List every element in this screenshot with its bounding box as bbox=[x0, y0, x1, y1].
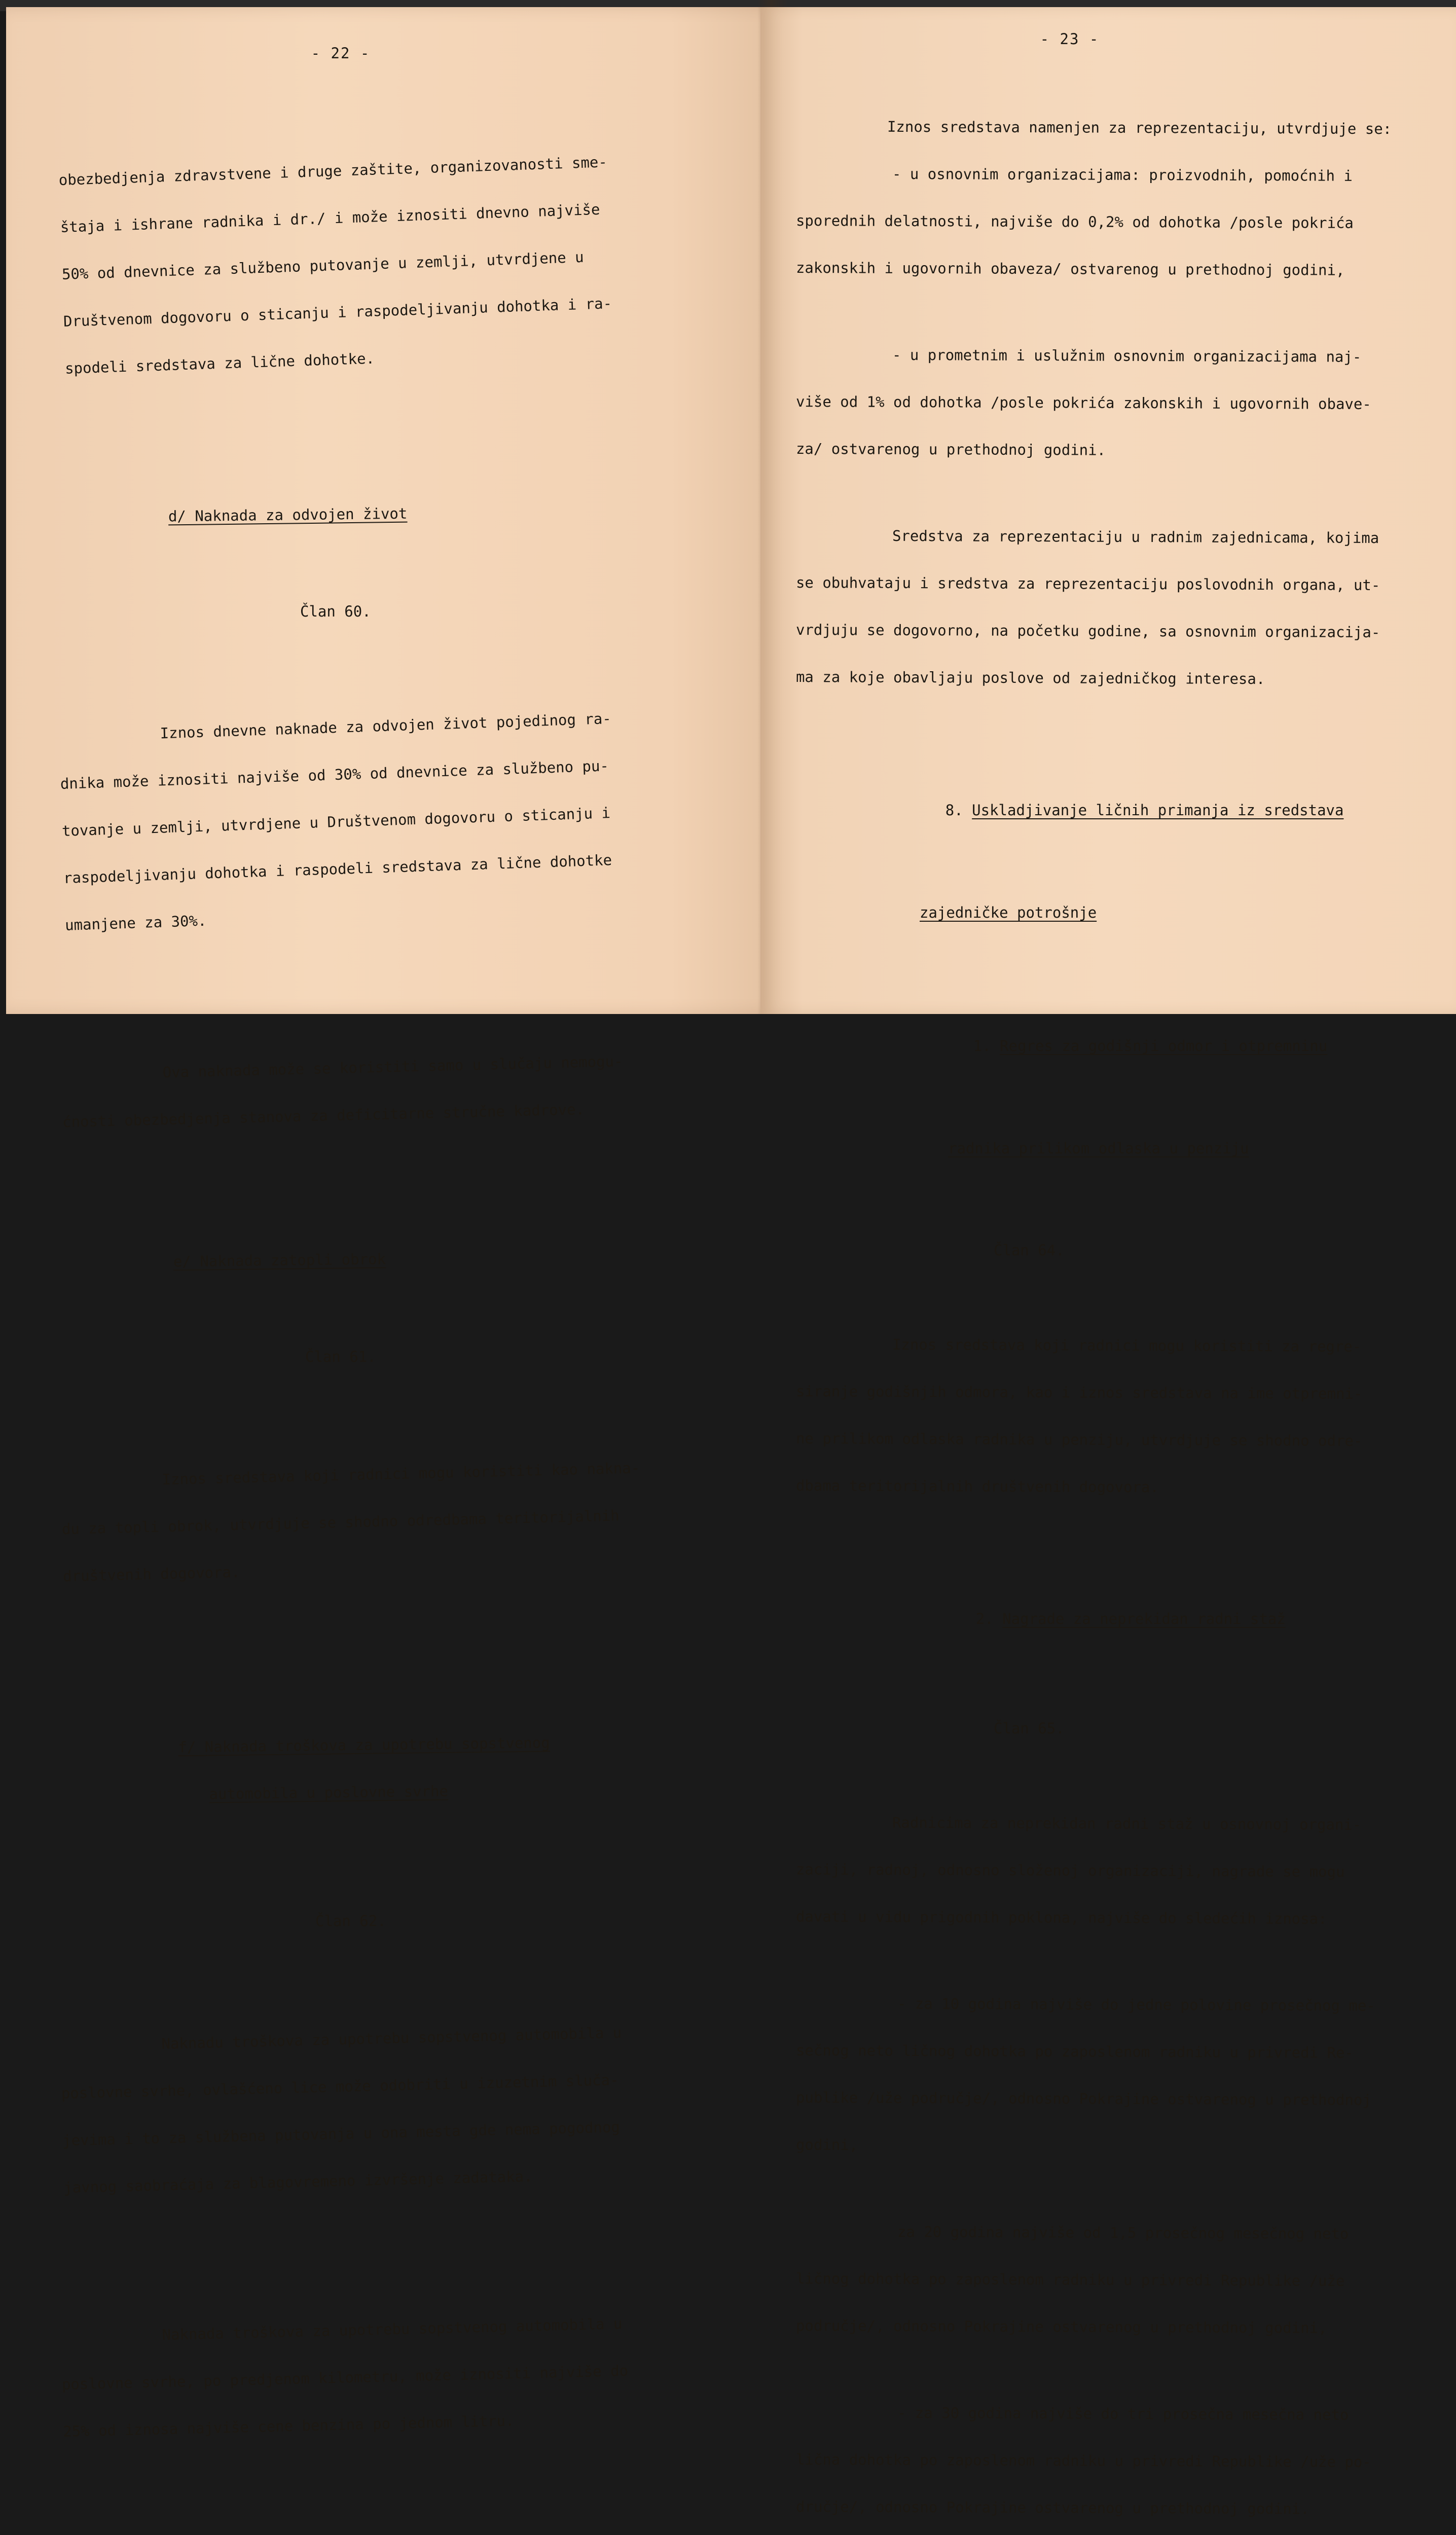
text-line: raspodeljivanju dohotka i raspodeli sredstava za lične dohotke bbox=[63, 851, 612, 887]
text-line: godini, bbox=[795, 2136, 858, 2154]
text-line: 50% od dnevnice za službeno putovanje u zemlji, utvrdjene u bbox=[61, 248, 585, 283]
text-line: Naknadu troškova za upotrebu sopstvenog automobila u bbox=[161, 2023, 622, 2053]
text-line: Ova naknada može se koristiti samo u slučaju nemogu- bbox=[162, 1052, 623, 1081]
text-line: poslovne svrhe, po predjenom kilometru, može iznositi najviše do bbox=[61, 2362, 629, 2393]
text-line: siranje godišnjih odmora, kao i iznos sredstava na ime otpremni- bbox=[795, 1383, 1363, 1402]
text-line: 25% od iznosa najviše cene benzina po jednom litru. bbox=[62, 2412, 515, 2440]
text-line: zakonskih i ugovornih obaveza/ ostvarenog u prethodnoj godini, bbox=[795, 259, 1345, 279]
page-23 bbox=[760, 7, 1456, 2518]
section-heading-block bbox=[796, 787, 1445, 834]
text-line: - u osnovnim organizacijama: proizvodnih, pomoćnih i bbox=[892, 165, 1353, 185]
text-line: dnika može iznositi najviše od 30% od dnevnice za službeno pu- bbox=[60, 757, 609, 793]
subsection-heading-block bbox=[796, 1023, 1445, 1070]
subsection-heading-block bbox=[796, 1596, 1445, 1643]
page-number: - 23 - bbox=[1040, 30, 1100, 48]
text-line: tovanje u zemlji, utvrdjene u Društvenom dogovoru o sticanju i bbox=[61, 804, 611, 840]
article-number: Član 61. bbox=[305, 1348, 376, 1365]
text-line: jevima i to za službena putovanja u ona mesta gde nema pogodnog bbox=[62, 2118, 621, 2149]
page-22 bbox=[6, 7, 787, 2440]
text-line: sečnog neto ličnog dohotka po zaposlenom radniku u privredi Re- bbox=[795, 2042, 1354, 2061]
text-line: se obuhvataju i sredstva za reprezentaciju poslovodnih organa, ut- bbox=[795, 574, 1380, 594]
article-number: Član 62. bbox=[315, 1912, 386, 1930]
section-heading: f/ Naknada troškova za upotrebu sopstvenog bbox=[178, 1734, 550, 1756]
text-line: dručje/, odnosno Pokrajine ostvarenog u prethodnoj godini. bbox=[795, 2498, 1309, 2518]
article-number: Član 65. bbox=[994, 1720, 1065, 1737]
text-line: za/ ostvarenog u prethodnoj godini. bbox=[795, 440, 1106, 459]
page-23-content bbox=[795, 30, 1445, 2535]
article-number: Član 64. bbox=[994, 1242, 1065, 1259]
text-line: društvenih dogovora. bbox=[62, 1563, 240, 1585]
text-line: davati u vidu prigodnih poklona, najviše do sledećih iznosa: bbox=[795, 1908, 1327, 1928]
section-heading: d/ Naknada za odvojen život bbox=[168, 504, 408, 525]
text-line: obezbedjenja zdravstvene i druge zaštite, organizovanosti sme- bbox=[58, 153, 608, 189]
paragraph bbox=[60, 2282, 743, 2471]
text-line: publike /uže područje/, odnosno Pokrajine ostvarenog u prethodnoj bbox=[795, 2089, 1371, 2109]
text-line: Iznos sredstava koji radnici mogu koristiti kao nakna- bbox=[162, 1459, 640, 1489]
paragraph bbox=[60, 1019, 743, 1162]
paragraph bbox=[60, 1426, 743, 1616]
text-line: ćnosti obezbedjenja stanova za deficitarne stručne kadrove. bbox=[62, 1100, 585, 1131]
article-number: Član 60. bbox=[300, 603, 371, 620]
section-heading-block bbox=[61, 1701, 742, 1835]
text-line: javnog saobraćaja za blagovremeno izvršenje zadataka. bbox=[63, 2167, 533, 2196]
paragraph bbox=[59, 1990, 744, 2227]
section-heading: Uskladjivanje ličnih primanja iz sredstava bbox=[972, 802, 1344, 819]
text-line: umanjene za 30%. bbox=[64, 912, 207, 934]
text-line: - u prometnim i uslužnim osnovnim organizacijama naj- bbox=[892, 346, 1362, 366]
text-line: dbama teritorijalnih društvenih dogovora. bbox=[795, 1477, 1159, 1496]
subsection-heading: radnika prilikom odlaska u penziju bbox=[948, 1140, 1249, 1157]
subsection-number: 1. bbox=[973, 1037, 991, 1055]
page-22-content bbox=[58, 45, 741, 2535]
text-line: ličnog dohotka po zaposlenom radniku u privredi Republike /uže bbox=[795, 2270, 1345, 2290]
text-line: zaciji, radnoj, odnosno složenoj organizaciji, nagrade se mogu bbox=[795, 1861, 1345, 1880]
text-line: područje/, odnosno Pokrajine ostvarenog u prethodnoj godini, bbox=[795, 2317, 1327, 2337]
subsection-number: 2. bbox=[975, 1610, 994, 1627]
text-line: vrdjuju se dogovorno, na početku godine, sa osnovnim organizacija- bbox=[795, 621, 1380, 641]
paragraph bbox=[57, 675, 745, 965]
text-line: ma za koje obavljaju poslove od zajedničkog interesa. bbox=[795, 668, 1265, 688]
text-line: Radnicima za neprekidan radni staž u osnovnoj organi- bbox=[892, 1814, 1362, 1833]
text-line: ne prilikom odlaska radnika u penziju, utvrdjuje se shodno odre- bbox=[795, 1430, 1363, 1450]
text-line: za 20 godina najviše od 1,5 prosečnog mesečnog neto bbox=[897, 2223, 1349, 2242]
text-line: Naknada troškova za upotrebu sopstvenog automobila u bbox=[162, 2314, 623, 2344]
page-number: - 22 - bbox=[311, 45, 371, 62]
section-heading: zajedničke potrošnje bbox=[920, 904, 1097, 921]
text-line: sporednih delatnosti, najviše do 0,2% od dohotka /posle pokrića bbox=[795, 212, 1354, 232]
intro-paragraph bbox=[57, 119, 745, 408]
text-line: Iznos sredstava namenjen za reprezentaciju, utvrdjuje se: bbox=[887, 118, 1392, 138]
text-line: - za 30 godina najviše do tri prosečna mesečna neto bbox=[897, 2404, 1349, 2423]
subsection-heading: Nagrade za neprekidan radni staž bbox=[1002, 1610, 1286, 1627]
text-line: više od 1% od dohotka /posle pokrića zakonskih i ugovornih obave- bbox=[795, 393, 1371, 413]
text-line: - za 10 godina najviše do jedne polovine prosečnog me- bbox=[897, 1995, 1375, 2014]
text-line: štaja i ishrane radnika i dr./ i može iznositi dnevno najviše bbox=[60, 200, 600, 236]
text-line: du za topli obrok, utvrdjuje se shodno odredbama teritorijalnih bbox=[61, 1507, 620, 1538]
section-number: 8. bbox=[945, 802, 963, 819]
section-heading: e/ Naknada zatopli obrok bbox=[173, 1250, 386, 1271]
text-line: poslovne svrhe, ovlašćeno lice može odobriti u izuzetnim sluča- bbox=[61, 2071, 619, 2103]
text-line: spodeli sredstava za lične dohotke. bbox=[64, 349, 375, 377]
section-heading: automobila u poslovne svrhe bbox=[209, 1782, 449, 1803]
text-line: Sredstva za reprezentaciju u radnim zajednicama, kojima bbox=[892, 527, 1379, 547]
text-line: lična dohotka po zaposlenom radniku u privredi Republike /uže po- bbox=[795, 2451, 1371, 2471]
text-line: Iznos dnevne naknade za odvojen život pojedinog ra- bbox=[160, 709, 612, 742]
subsection-heading: Regres za godišnji odmor i otpremninu bbox=[1000, 1037, 1328, 1055]
text-line: Društvenom dogovoru o sticanju i raspodeljivanju dohotka i ra- bbox=[63, 295, 612, 330]
text-line: Iznos sredstava koji radnici mogu koristiti za regre- bbox=[892, 1335, 1362, 1355]
